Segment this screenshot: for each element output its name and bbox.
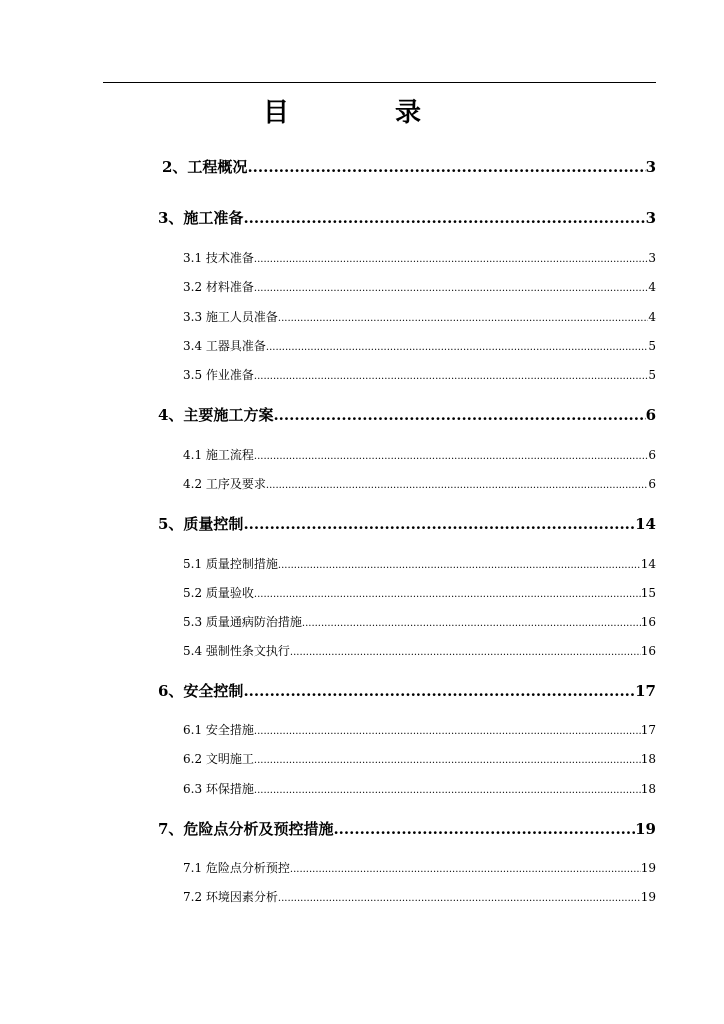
- toc-page-number: 19: [640, 890, 656, 904]
- toc-entry-label: 7.2 环境因素分析: [183, 890, 278, 904]
- toc-page-number: 3: [648, 251, 656, 265]
- toc-leader-dots: [266, 476, 648, 492]
- toc-entry-6[interactable]: [158, 681, 656, 701]
- toc-leader-dots: [278, 309, 648, 325]
- toc-entry-label: 5.3 质量通病防治措施: [183, 615, 302, 629]
- toc-entry-7-2[interactable]: [183, 889, 656, 905]
- toc-entry-label: 7.1 危险点分析预控: [183, 861, 290, 875]
- toc-page-number: 16: [640, 615, 656, 629]
- toc-page-number: 5: [648, 339, 656, 353]
- toc-entry-3-2[interactable]: [183, 279, 656, 295]
- toc-entry-6-1[interactable]: [183, 722, 656, 738]
- toc-leader-dots: [290, 860, 641, 876]
- toc-entry-label: 2、工程概况: [162, 158, 248, 176]
- toc-entry-label: 3.2 材料准备: [183, 280, 254, 294]
- toc-entry-4-1[interactable]: [183, 447, 656, 463]
- toc-page-number: 19: [640, 861, 656, 875]
- toc-leader-dots: [254, 250, 648, 266]
- toc-page-number: 3: [645, 158, 656, 176]
- toc-leader-dots: [273, 405, 645, 425]
- toc-entry-4-2[interactable]: [183, 476, 656, 492]
- toc-entry-6-2[interactable]: [183, 751, 656, 767]
- toc-entry-label: 3.3 施工人员准备: [183, 310, 278, 324]
- toc-entry-3-3[interactable]: [183, 309, 656, 325]
- toc-title: 目 录: [262, 98, 461, 128]
- toc-page-number: 18: [640, 752, 656, 766]
- toc-entry-3-1[interactable]: [183, 250, 656, 266]
- toc-page-number: 18: [640, 782, 656, 796]
- toc-leader-dots: [266, 338, 648, 354]
- toc-entry-label: 7、危险点分析及预控措施: [158, 820, 334, 838]
- toc-leader-dots: [254, 722, 641, 738]
- toc-leader-dots: [254, 367, 648, 383]
- toc-leader-dots: [333, 819, 635, 839]
- toc-entry-label: 5.1 质量控制措施: [183, 557, 278, 571]
- toc-entry-3-5[interactable]: [183, 367, 656, 383]
- toc-leader-dots: [254, 279, 648, 295]
- toc-leader-dots: [278, 889, 641, 905]
- toc-entry-label: 3.4 工器具准备: [183, 339, 266, 353]
- toc-page-number: 6: [648, 477, 656, 491]
- toc-leader-dots: [254, 585, 641, 601]
- toc-page-number: 14: [635, 515, 656, 533]
- toc-page-number: 6: [648, 448, 656, 462]
- toc-entry-label: 6、安全控制: [158, 682, 244, 700]
- toc-page-number: 17: [640, 723, 656, 737]
- toc-entry-3-4[interactable]: [183, 338, 656, 354]
- toc-page-number: 6: [645, 406, 656, 424]
- toc-entry-label: 4.2 工序及要求: [183, 477, 266, 491]
- toc-entry-label: 6.2 文明施工: [183, 752, 254, 766]
- toc-entry-2[interactable]: [162, 157, 656, 177]
- toc-entry-label: 5.4 强制性条文执行: [183, 644, 290, 658]
- toc-leader-dots: [278, 556, 641, 572]
- toc-entry-7[interactable]: [158, 819, 656, 839]
- toc-entry-label: 3、施工准备: [158, 209, 244, 227]
- toc-leader-dots: [254, 781, 641, 797]
- toc-entry-3[interactable]: [158, 208, 656, 228]
- toc-leader-dots: [243, 681, 635, 701]
- toc-page-number: 5: [648, 368, 656, 382]
- toc-page-number: 4: [648, 280, 656, 294]
- header-rule: [103, 82, 656, 83]
- toc-page-number: 3: [645, 209, 656, 227]
- toc-page-number: 14: [640, 557, 656, 571]
- toc-entry-label: 6.1 安全措施: [183, 723, 254, 737]
- toc-entry-label: 5.2 质量验收: [183, 586, 254, 600]
- toc-entry-5-2[interactable]: [183, 585, 656, 601]
- toc-entry-label: 3.5 作业准备: [183, 368, 254, 382]
- toc-entry-7-1[interactable]: [183, 860, 656, 876]
- toc-leader-dots: [243, 514, 635, 534]
- toc-leader-dots: [302, 614, 641, 630]
- toc-page-number: 16: [640, 644, 656, 658]
- toc-entry-5[interactable]: [158, 514, 656, 534]
- toc-leader-dots: [254, 447, 648, 463]
- toc-leader-dots: [290, 643, 641, 659]
- toc-entry-5-3[interactable]: [183, 614, 656, 630]
- toc-entry-5-1[interactable]: [183, 556, 656, 572]
- toc-page-number: 19: [635, 820, 656, 838]
- toc-entry-5-4[interactable]: [183, 643, 656, 659]
- toc-entry-label: 6.3 环保措施: [183, 782, 254, 796]
- toc-leader-dots: [254, 751, 641, 767]
- toc-page-number: 15: [640, 586, 656, 600]
- toc-entry-label: 4、主要施工方案: [158, 406, 274, 424]
- toc-leader-dots: [243, 208, 645, 228]
- toc-page-number: 17: [635, 682, 656, 700]
- toc-page-number: 4: [648, 310, 656, 324]
- toc-entry-label: 4.1 施工流程: [183, 448, 254, 462]
- toc-entry-6-3[interactable]: [183, 781, 656, 797]
- toc-leader-dots: [247, 157, 645, 177]
- toc-entry-label: 3.1 技术准备: [183, 251, 254, 265]
- toc-entry-label: 5、质量控制: [158, 515, 244, 533]
- toc-entry-4[interactable]: [158, 405, 656, 425]
